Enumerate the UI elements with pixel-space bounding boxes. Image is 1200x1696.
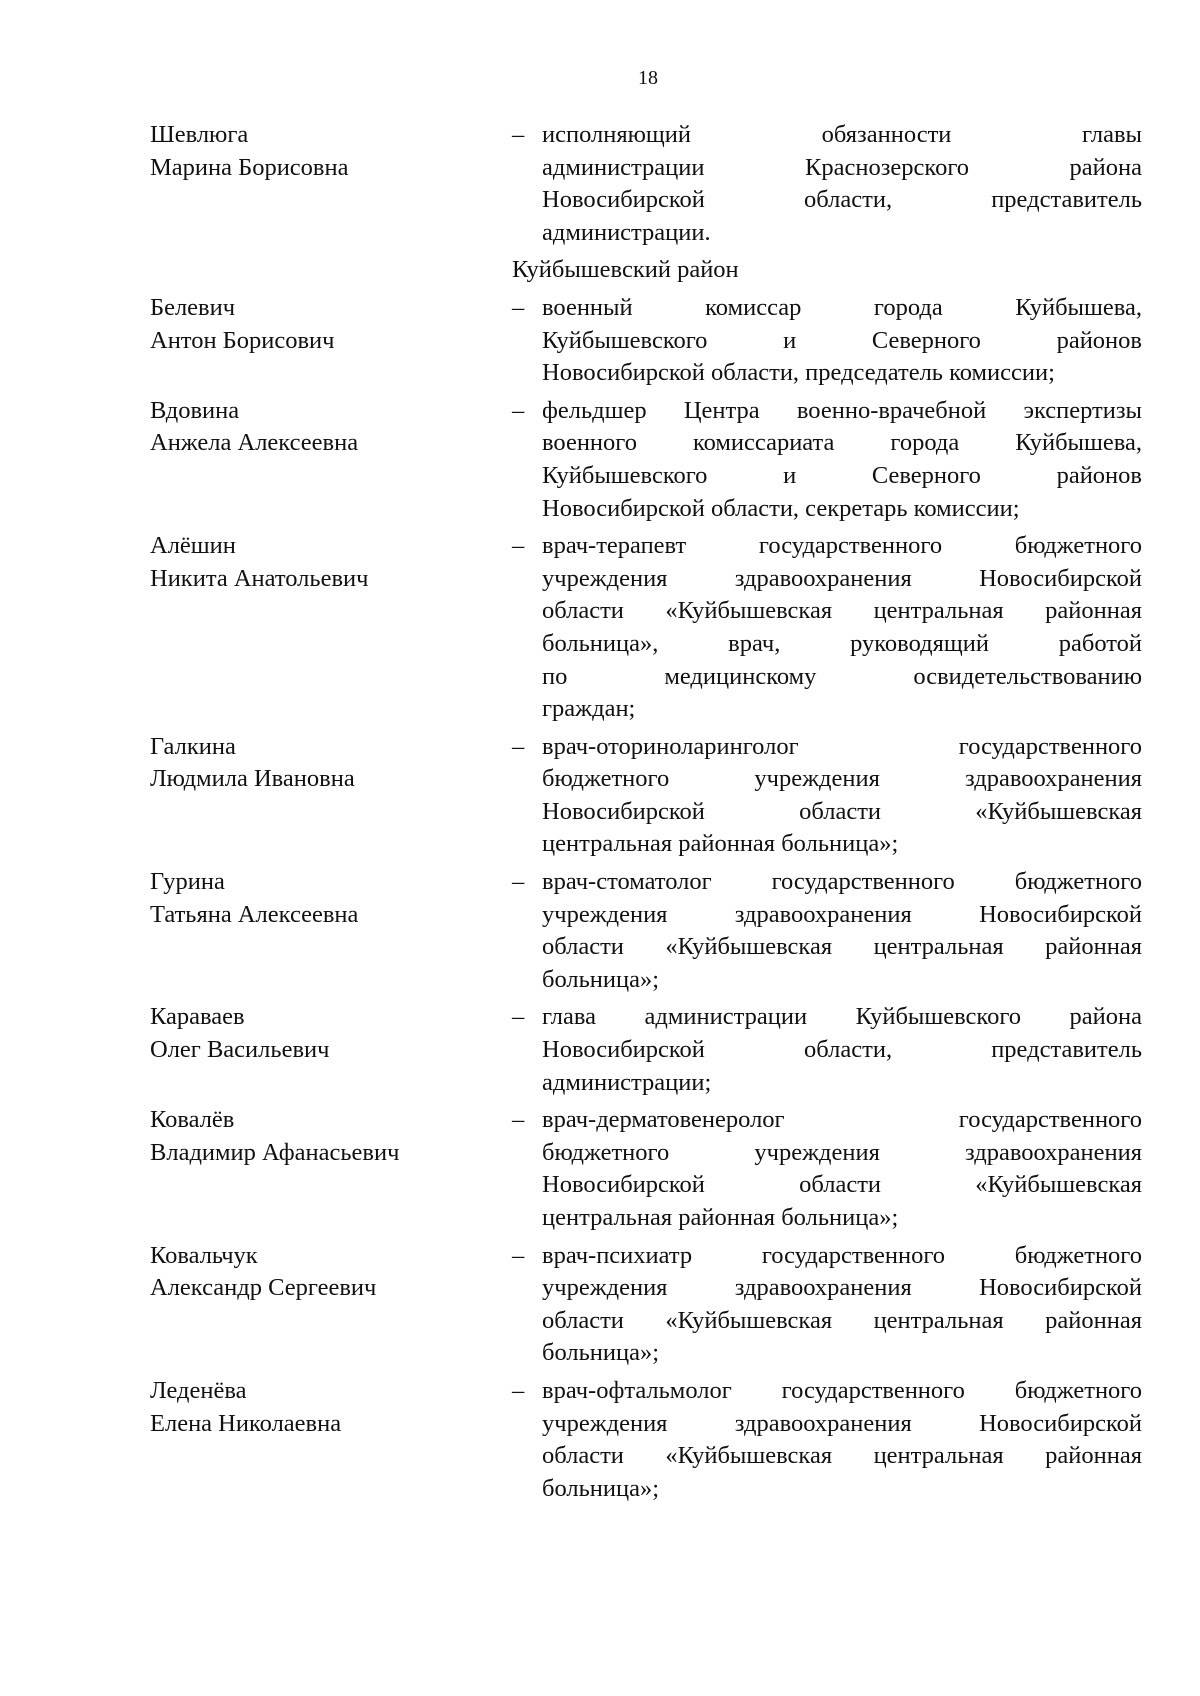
position-line: военного комиссариата города Куйбышева, [542,429,1142,457]
position-line: врач-терапевт государственного бюджетного [542,532,1142,560]
member-position [542,1001,1142,1099]
member-given-names: Владимир Афанасьевич [150,1138,400,1166]
dash-separator: – [512,293,525,321]
member-list [150,119,1142,1510]
entries-before-section [150,119,1142,249]
member-name [150,866,512,996]
position-line: Куйбышевского и Северного районов [542,326,1142,354]
member-name [150,1375,512,1505]
position-line: врач-стоматолог государственного бюджетного [542,868,1142,896]
position-line: Куйбышевского и Северного районов [542,461,1142,489]
dash-separator: – [512,1003,525,1031]
member-given-names: Никита Анатольевич [150,564,369,592]
member-entry [150,395,1142,525]
position-line: бюджетного учреждения здравоохранения [542,765,1142,793]
position-line: учреждения здравоохранения Новосибирской [542,900,1142,928]
member-given-names: Марина Борисовна [150,153,349,181]
member-entry [150,1240,1142,1370]
position-line: военный комиссар города Куйбышева, [542,293,1142,321]
member-entry [150,530,1142,726]
member-position [542,530,1142,726]
member-position [542,119,1142,249]
member-given-names: Людмила Ивановна [150,765,355,793]
member-position [542,395,1142,525]
position-line: администрации. [542,218,711,246]
member-given-names: Александр Сергеевич [150,1274,377,1302]
member-entry [150,119,1142,249]
position-line: врач-психиатр государственного бюджетного [542,1241,1142,1269]
member-position [542,1104,1142,1234]
member-entry [150,731,1142,861]
member-name [150,292,512,390]
position-line: исполняющий обязанности главы [542,121,1142,148]
dash-separator: – [512,121,525,148]
position-line: Новосибирской области, секретарь комиссии; [542,494,1020,522]
position-line: Новосибирской области, председатель комиссии; [542,359,1055,387]
dash-separator: – [512,1241,525,1269]
dash-separator: – [512,532,525,560]
member-position [542,292,1142,390]
position-line: администрации; [542,1068,712,1096]
position-line: области «Куйбышевская центральная районная [542,1442,1142,1470]
position-line: бюджетного учреждения здравоохранения [542,1138,1142,1166]
dash-separator: – [512,868,525,896]
member-surname: Гурина [150,868,225,896]
dash-separator: – [512,732,525,760]
member-given-names: Татьяна Алексеевна [150,900,359,928]
member-entry [150,1104,1142,1234]
position-line: Новосибирской области «Куйбышевская [542,1171,1142,1199]
position-line: фельдшер Центра военно-врачебной экспертизы [542,396,1142,424]
member-name [150,530,512,726]
position-line: больница»; [542,1474,660,1502]
member-position [542,1240,1142,1370]
dash-separator: – [512,396,525,424]
position-line: граждан; [542,695,636,723]
position-line: центральная районная больница»; [542,1204,899,1231]
position-line: больница», врач, руководящий работой [542,629,1142,657]
member-name [150,395,512,525]
member-given-names: Елена Николаевна [150,1409,342,1437]
member-surname: Галкина [150,732,236,760]
position-line: глава администрации Куйбышевского района [542,1003,1142,1031]
member-surname: Ковалёв [150,1106,235,1134]
member-position [542,731,1142,861]
member-entry [150,292,1142,390]
section-heading: Куйбышевский район [512,256,739,284]
position-line: Новосибирской области, представитель [542,1036,1142,1064]
member-surname: Алёшин [150,532,236,560]
member-position [542,1375,1142,1505]
member-surname: Ковальчук [150,1241,258,1269]
member-name [150,1240,512,1370]
member-position [542,866,1142,996]
member-entry [150,1375,1142,1505]
position-line: Новосибирской области, представитель [542,186,1142,214]
member-name [150,1104,512,1234]
position-line: области «Куйбышевская центральная районная [542,1306,1142,1334]
position-line: больница»; [542,1339,660,1367]
position-line: учреждения здравоохранения Новосибирской [542,564,1142,592]
member-name [150,731,512,861]
entries-section [150,292,1142,1505]
position-line: центральная районная больница»; [542,830,899,858]
position-line: учреждения здравоохранения Новосибирской [542,1274,1142,1302]
member-name [150,119,512,249]
member-name [150,1001,512,1099]
position-line: по медицинскому освидетельствованию [542,662,1142,690]
member-entry [150,866,1142,996]
position-line: врач-оториноларинголог государственного [542,732,1142,760]
member-surname: Леденёва [150,1376,247,1404]
member-given-names: Олег Васильевич [150,1036,330,1064]
page-number: 18 [638,67,658,89]
member-surname: Шевлюга [150,121,249,148]
member-given-names: Анжела Алексеевна [150,429,359,457]
position-line: администрации Краснозерского района [542,153,1142,181]
member-surname: Вдовина [150,396,240,424]
position-line: области «Куйбышевская центральная районная [542,933,1142,961]
member-given-names: Антон Борисович [150,326,335,354]
position-line: области «Куйбышевская центральная районная [542,597,1142,625]
position-line: больница»; [542,965,660,993]
dash-separator: – [512,1106,525,1134]
member-surname: Белевич [150,293,236,321]
position-line: врач-офтальмолог государственного бюджетного [542,1376,1142,1404]
member-surname: Караваев [150,1003,245,1031]
member-entry [150,1001,1142,1099]
position-line: учреждения здравоохранения Новосибирской [542,1409,1142,1437]
dash-separator: – [512,1376,525,1404]
position-line: врач-дерматовенеролог государственного [542,1106,1142,1134]
position-line: Новосибирской области «Куйбышевская [542,797,1142,825]
